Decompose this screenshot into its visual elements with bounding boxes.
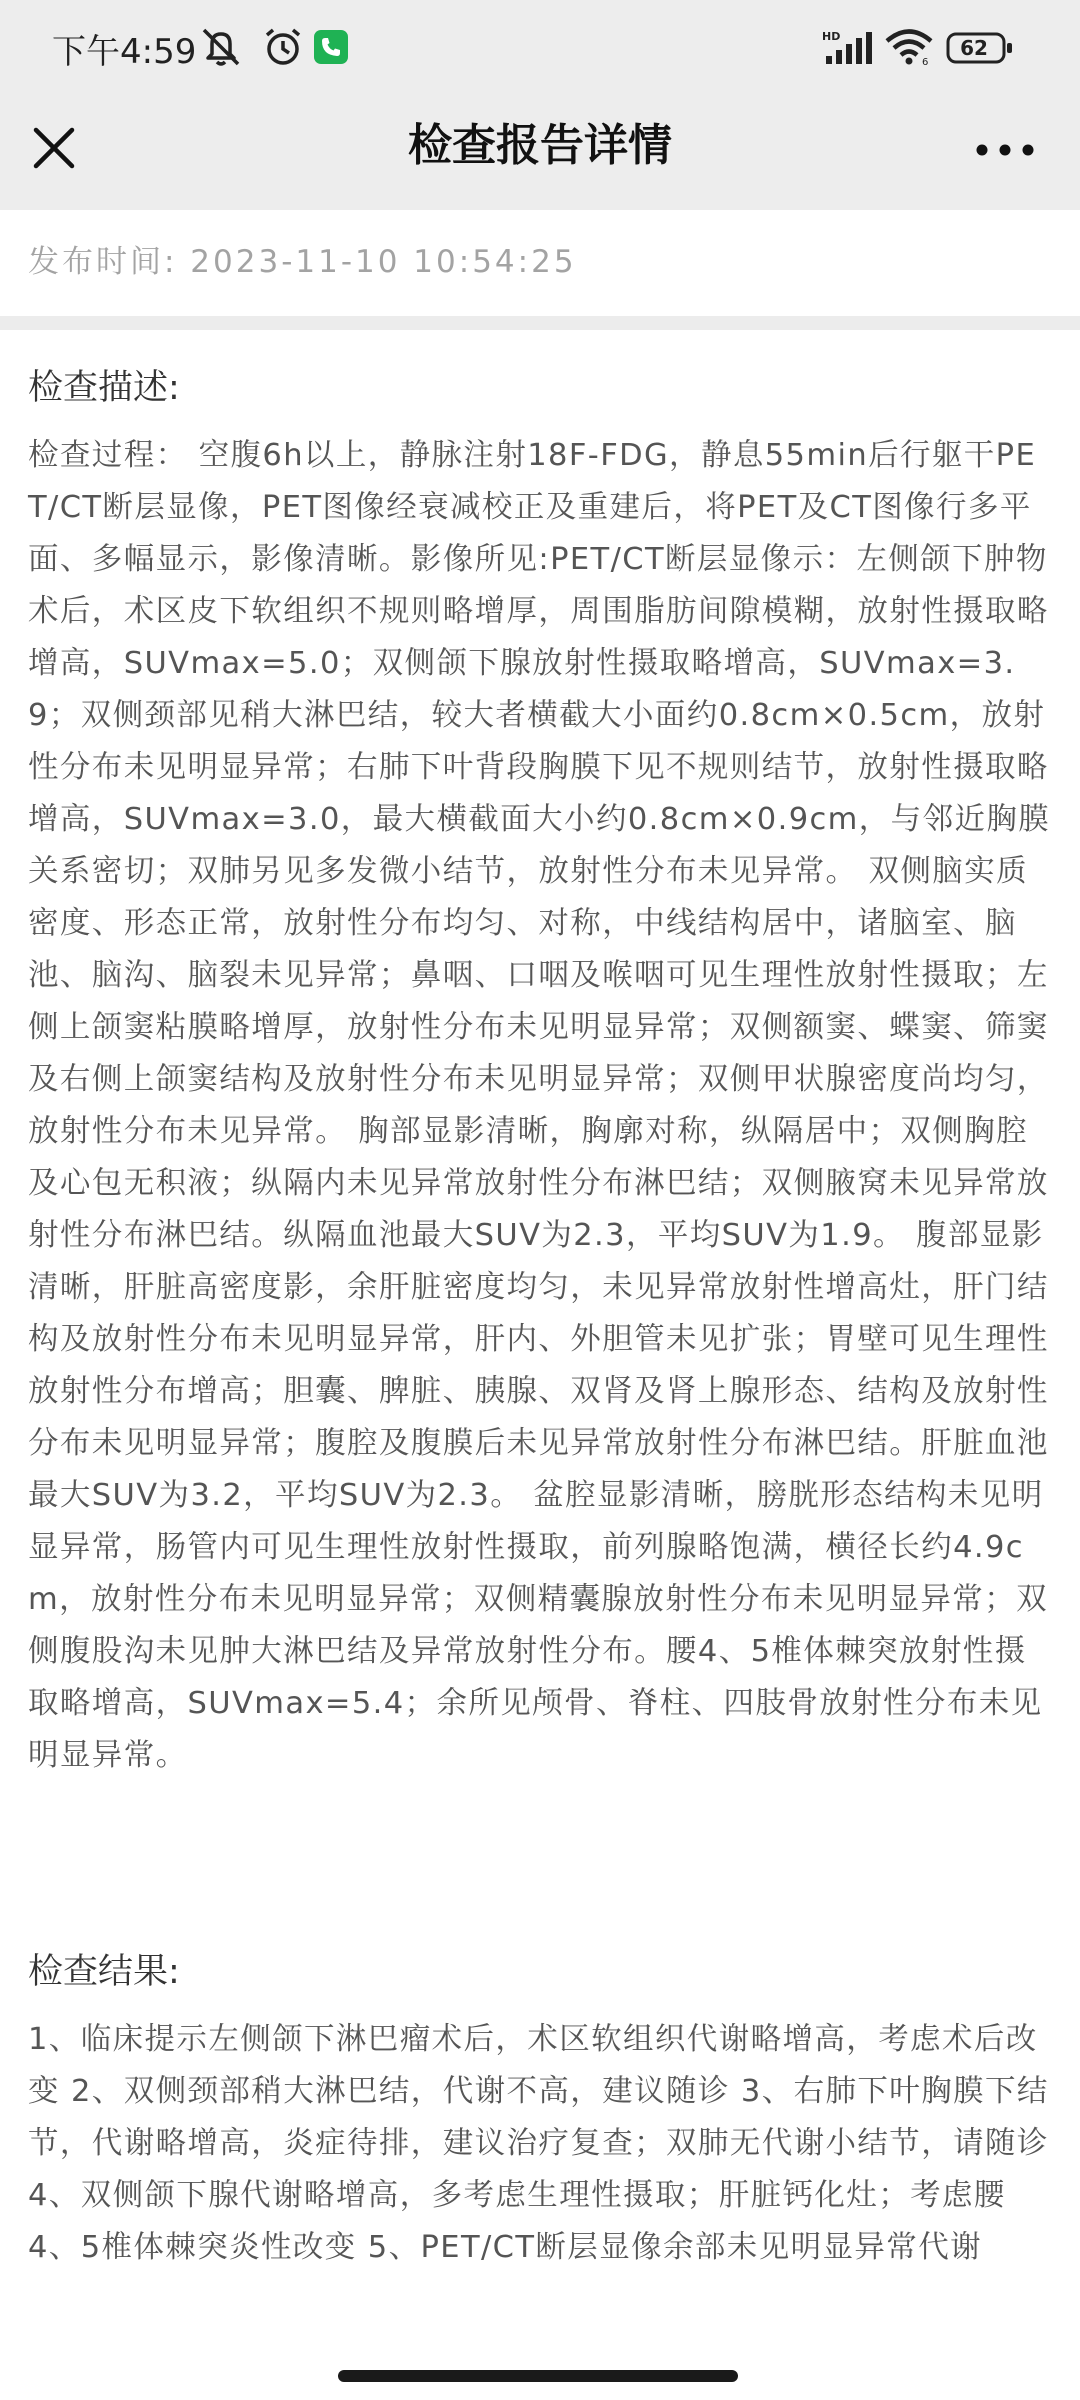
status-time: 下午4:59 <box>52 32 197 72</box>
page-title: 检查报告详情 <box>408 120 672 171</box>
publish-time-row <box>0 210 1080 316</box>
result-text: 1、临床提示左侧颌下淋巴瘤术后，术区软组织代谢略增高，考虑术后改变 2、双侧颈部稍大淋巴结，代谢不高，建议随诊 3、右肺下叶胸膜下结节，代谢略增高，炎症待排，建议治疗复查；双肺无代谢小结节，请随诊 4、双侧颌下腺代谢略增高，多考虑生理性摄取；肝脏钙化灶；考虑腰4、5椎体棘突炎性改变 5、PET/CT断层显像余部未见明显异常代谢 <box>28 2022 1049 2265</box>
description-title: 检查描述: <box>28 368 180 408</box>
battery-level: 62 <box>960 36 988 60</box>
description-text: 检查过程： 空腹6h以上，静脉注射18F-FDG，静息55min后行躯干PET/CT断层显像，PET图像经衰减校正及重建后，将PET及CT图像行多平面、多幅显示，影像清晰。影像所见:PET/CT断层显像示：左侧颌下肿物术后，术区皮下软组织不规则略增厚，周围脂肪间隙模糊，放射性摄取略增高，SUVmax=5.0；双侧颌下腺放射性摄取略增高，SUVmax=3.9；双侧颈部见稍大淋巴结，较大者横截大小面约0.8cm×0.5cm，放射性分布未见明显异常；右肺下叶背段胸膜下见不规则结节，放射性摄取略增高，SUVmax=3.0，最大横截面大小约0.8cm×0.9cm，与邻近胸膜关系密切；双肺另见多发微小结节，放射性分布未见异常。 双侧脑实质密度、形态正常，放射性分布均匀、对称，中线结构居中，诸脑室、脑池、脑沟、脑裂未见异常；鼻咽、口咽及喉咽可见生理性放射性摄取；左侧上颌窦粘膜略增厚，放射性分布未见明显异常；双侧额窦、蝶窦、筛窦及右侧上颌窦结构及放射性分布未见明显异常；双侧甲状腺密度尚均匀，放射性分布未见异常。 胸部显影清晰，胸廓对称，纵隔居中；双侧胸腔及心包无积液；纵隔内未见异常放射性分布淋巴结；双侧腋窝未见异常放射性分布淋巴结。纵隔血池最大SUV为2.3，平均SUV为1.9。 腹部显影清晰，肝脏高密度影，余肝脏密度均匀，未见异常放射性增高灶，肝门结构及放射性分布未见明显异常，肝内、外胆管未见扩张；胃壁可见生理性放射性分布增高；胆囊、脾脏、胰腺、双肾及肾上腺形态、结构及放射性分布未见明显异常；腹腔及腹膜后未见异常放射性分布淋巴结。肝脏血池最大SUV为3.2，平均SUV为2.3。 盆腔显影清晰，膀胱形态结构未见明显异常，肠管内可见生理性放射性摄取，前列腺略饱满，横径长约4.9cm，放射性分布未见明显异常；双侧精囊腺放射性分布未见明显异常；双侧腹股沟未见肿大淋巴结及异常放射性分布。腰4、5椎体棘突放射性摄取略增高，SUVmax=5.4；余所见颅骨、脊柱、四肢骨放射性分布未见明显异常。 <box>28 438 1051 1773</box>
network-label: HD <box>822 30 841 43</box>
home-indicator[interactable] <box>338 2370 738 2382</box>
close-button[interactable] <box>26 120 86 180</box>
close-icon <box>26 120 86 180</box>
status-bar <box>0 0 1080 96</box>
signal-icon <box>822 30 878 70</box>
phone-call-icon <box>314 30 348 68</box>
section-divider <box>0 316 1080 330</box>
mute-icon <box>198 26 244 72</box>
more-icon <box>972 120 1040 180</box>
publish-time: 发布时间: 2023-11-10 10:54:25 <box>28 244 577 280</box>
wifi-icon <box>884 28 934 70</box>
alarm-icon <box>262 26 304 72</box>
more-button[interactable] <box>972 120 1040 180</box>
result-title: 检查结果: <box>28 1952 180 1992</box>
svg-text:6: 6 <box>922 57 929 66</box>
title-bar <box>0 96 1080 210</box>
